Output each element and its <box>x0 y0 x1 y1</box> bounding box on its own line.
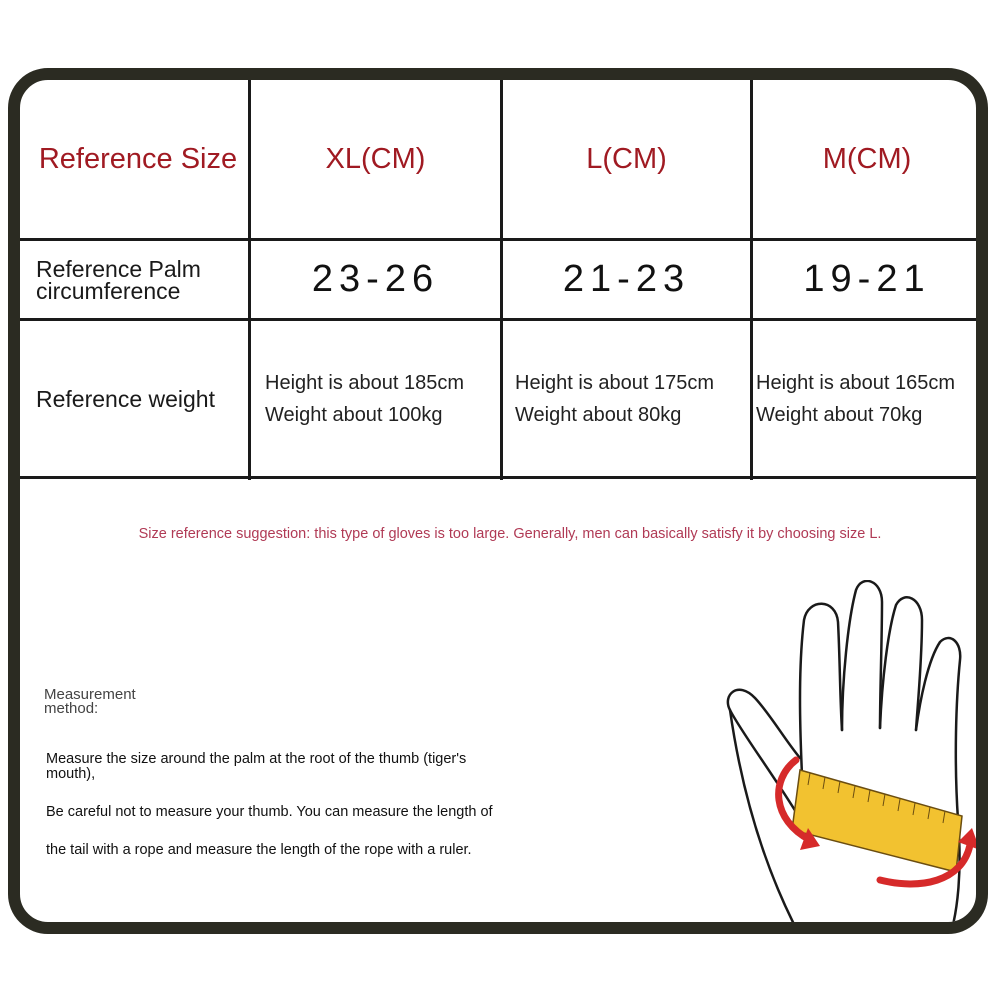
method-title-line1: Measurement <box>44 686 136 703</box>
header-size-m: M(CM) <box>822 142 912 175</box>
method-step-1-line2: mouth), <box>46 766 96 782</box>
method-step-2: Be careful not to measure your thumb. You can measure the length of <box>46 804 493 820</box>
row-label-weight: Reference weight <box>36 385 215 412</box>
weight-cell-l <box>515 321 750 476</box>
weight-cell-m <box>756 321 981 476</box>
method-step-3: the tail with a rope and measure the length of the rope with a ruler. <box>46 842 472 858</box>
height-text: Height is about 185cm <box>265 371 465 394</box>
row-label-palm <box>36 241 248 318</box>
hand-icon <box>700 580 988 934</box>
palm-value-m: 19-21 <box>803 258 931 300</box>
weight-cell-xl <box>265 321 500 476</box>
size-suggestion: Size reference suggestion: this type of gloves is too large. Generally, men can basically satisfy it by choosing size L. <box>138 526 882 542</box>
weight-text: Weight about 100kg <box>265 403 443 426</box>
weight-text: Weight about 80kg <box>515 403 682 426</box>
method-title <box>44 688 136 716</box>
method-step-1 <box>46 752 466 782</box>
row-label-palm-line1: Reference Palm <box>36 255 201 282</box>
height-text: Height is about 175cm <box>515 371 715 394</box>
size-chart-frame <box>8 68 988 934</box>
header-size-xl: XL(CM) <box>325 142 426 175</box>
weight-text: Weight about 70kg <box>756 403 923 426</box>
header-size-l: L(CM) <box>586 142 667 175</box>
row-label-palm-line2: circumference <box>36 277 181 304</box>
palm-value-l: 21-23 <box>562 258 691 300</box>
measuring-tape-icon <box>792 770 962 872</box>
palm-value-xl: 23-26 <box>311 258 440 300</box>
header-reference-size: Reference Size <box>38 142 238 175</box>
method-title-line2: method: <box>44 700 99 717</box>
height-text: Height is about 165cm <box>756 371 956 394</box>
method-step-1-line1: Measure the size around the palm at the root of the thumb (tiger's <box>46 751 467 767</box>
table-divider <box>20 476 976 479</box>
